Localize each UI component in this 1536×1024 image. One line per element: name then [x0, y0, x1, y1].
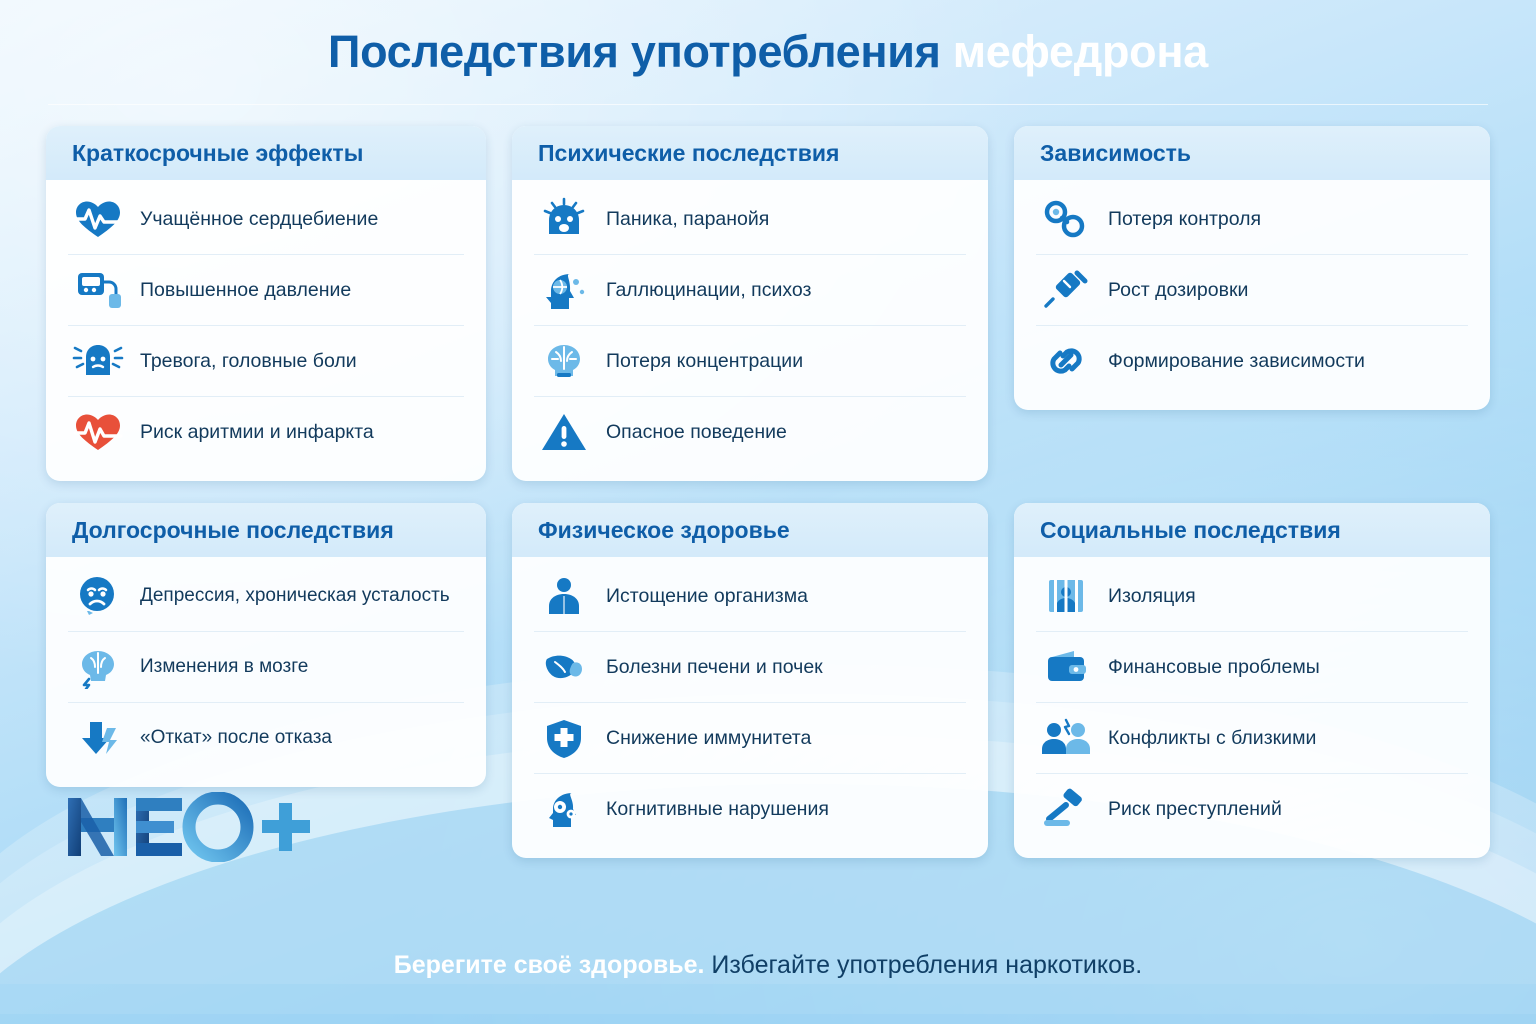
- hallucination-head-icon: [536, 266, 592, 314]
- card-title: Психические последствия: [538, 140, 840, 166]
- list-item: [1036, 255, 1468, 326]
- card-physical: [512, 503, 988, 858]
- list-item: [68, 184, 464, 255]
- list-item-label: Финансовые проблемы: [1108, 655, 1320, 678]
- card-header: [46, 126, 486, 180]
- list-item: [534, 774, 966, 844]
- brand-logo: [66, 792, 336, 862]
- list-item-label: Риск аритмии и инфаркта: [140, 420, 374, 443]
- list-item-label: Рост дозировки: [1108, 278, 1249, 301]
- list-item: [1036, 561, 1468, 632]
- anxiety-headache-icon: [70, 337, 126, 385]
- card-social: [1014, 503, 1490, 858]
- card-long-term: [46, 503, 486, 787]
- list-item: [68, 397, 464, 467]
- card-body: [1014, 557, 1490, 858]
- list-item-label: Повышенное давление: [140, 278, 352, 301]
- list-item: [1036, 326, 1468, 396]
- list-item-label: Опасное поведение: [606, 420, 787, 443]
- poster-header: [0, 0, 1536, 104]
- card-title: Зависимость: [1040, 140, 1192, 166]
- list-item-label: Изменения в мозге: [140, 656, 309, 678]
- cognitive-gears-head-icon: [536, 785, 592, 833]
- liver-kidney-icon: [536, 643, 592, 691]
- card-addiction: [1014, 126, 1490, 410]
- list-item-label: Депрессия, хроническая усталость: [140, 585, 450, 607]
- list-item-label: Формирование зависимости: [1108, 349, 1365, 372]
- list-item-label: Истощение организма: [606, 584, 808, 607]
- card-body: [1014, 180, 1490, 410]
- list-item-label: Изоляция: [1108, 584, 1196, 607]
- list-item-label: Конфликты с близкими: [1108, 726, 1317, 749]
- wallet-icon: [1038, 643, 1094, 691]
- footer-rest: Избегайте употребления наркотиков.: [704, 951, 1143, 979]
- list-item: [534, 561, 966, 632]
- list-item: [68, 326, 464, 397]
- list-item-label: Потеря контроля: [1108, 207, 1262, 230]
- heart-pulse-icon: [70, 195, 126, 243]
- footer-message: [0, 951, 1536, 980]
- gavel-icon: [1038, 785, 1094, 833]
- list-item-label: «Откат» после отказа: [140, 727, 332, 749]
- heart-attack-icon: [70, 408, 126, 456]
- syringe-icon: [1038, 266, 1094, 314]
- list-item: [534, 184, 966, 255]
- card-header: [1014, 503, 1490, 557]
- list-item: [68, 561, 464, 632]
- list-item: [534, 703, 966, 774]
- list-item: [534, 632, 966, 703]
- chain-link-icon: [1038, 337, 1094, 385]
- brain-focus-icon: [536, 337, 592, 385]
- list-item: [68, 703, 464, 773]
- withdrawal-arrows-icon: [70, 714, 126, 762]
- card-mental: [512, 126, 988, 481]
- page-title: [328, 26, 1208, 78]
- list-item-label: Снижение иммунитета: [606, 726, 812, 749]
- list-item: [68, 255, 464, 326]
- cards-grid: [46, 126, 1490, 858]
- list-item: [1036, 703, 1468, 774]
- card-title: Долгосрочные последствия: [72, 517, 394, 543]
- card-body: [46, 180, 486, 481]
- sad-face-icon: [70, 572, 126, 620]
- list-item-label: Когнитивные нарушения: [606, 797, 829, 820]
- list-item-label: Болезни печени и почек: [606, 655, 823, 678]
- card-body: [46, 557, 486, 787]
- shield-cross-icon: [536, 714, 592, 762]
- list-item: [534, 397, 966, 467]
- card-header: [46, 503, 486, 557]
- page-title-accent: мефедрона: [952, 26, 1208, 77]
- list-item-label: Риск преступлений: [1108, 797, 1282, 820]
- brain-change-icon: [70, 643, 126, 691]
- handcuffs-icon: [1038, 195, 1094, 243]
- list-item: [1036, 632, 1468, 703]
- conflict-people-icon: [1038, 714, 1094, 762]
- warning-triangle-icon: [536, 408, 592, 456]
- card-short-term: [46, 126, 486, 481]
- list-item-label: Учащённое сердцебиение: [140, 207, 379, 230]
- isolation-bars-icon: [1038, 572, 1094, 620]
- card-body: [512, 557, 988, 858]
- list-item: [68, 632, 464, 703]
- list-item: [1036, 774, 1468, 844]
- header-divider: [48, 104, 1488, 105]
- card-header: [512, 126, 988, 180]
- list-item: [534, 255, 966, 326]
- footer-strong: Берегите своё здоровье.: [393, 951, 705, 979]
- list-item-label: Галлюцинации, психоз: [606, 278, 812, 301]
- card-header: [512, 503, 988, 557]
- list-item-label: Тревога, головные боли: [140, 349, 357, 372]
- card-body: [512, 180, 988, 481]
- card-title: Физическое здоровье: [538, 517, 790, 543]
- list-item: [534, 326, 966, 397]
- card-title: Краткосрочные эффекты: [72, 140, 364, 166]
- list-item: [1036, 184, 1468, 255]
- list-item-label: Паника, паранойя: [606, 207, 770, 230]
- blood-pressure-monitor-icon: [70, 266, 126, 314]
- list-item-label: Потеря концентрации: [606, 349, 804, 372]
- card-header: [1014, 126, 1490, 180]
- card-title: Социальные последствия: [1040, 517, 1341, 543]
- panic-face-icon: [536, 195, 592, 243]
- page-title-main: Последствия употребления: [328, 26, 953, 77]
- exhausted-person-icon: [536, 572, 592, 620]
